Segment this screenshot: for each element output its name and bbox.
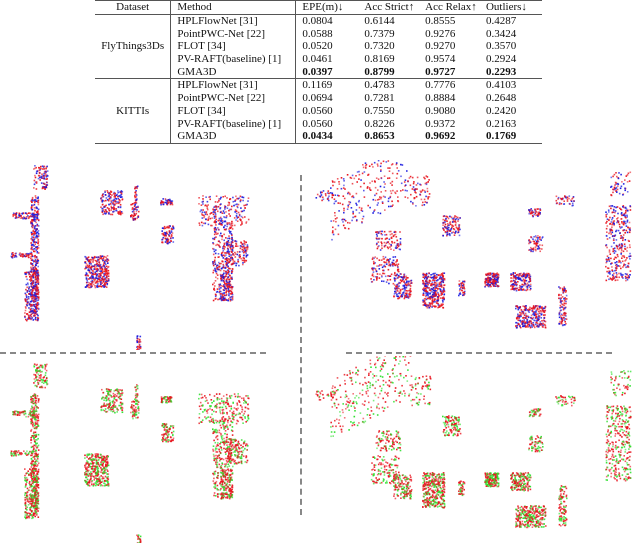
- epe-cell: 0.0520: [296, 40, 358, 53]
- group-kitti: [95, 79, 542, 143]
- acc-strict-cell: 0.7320: [364, 40, 395, 53]
- point-cloud-figure: [0, 160, 640, 543]
- outliers-cell: 0.3570: [485, 40, 517, 53]
- dataset-label: FlyThings3Ds: [101, 40, 165, 53]
- point-cloud-left-top: [0, 160, 295, 350]
- method-cell: PointPWC-Net [22]: [171, 92, 296, 105]
- method-cell: HPLFlowNet [31]: [171, 15, 296, 28]
- outliers-cell: 0.2420: [485, 104, 517, 117]
- acc-relax-cell: 0.9574: [425, 53, 456, 66]
- method-cell: PointPWC-Net [22]: [171, 28, 296, 41]
- epe-cell: 0.1169: [296, 79, 358, 92]
- header-outliers: Outliers↓: [485, 1, 527, 14]
- acc-relax-cell: 0.9372: [425, 117, 456, 130]
- point-cloud-canvas: [310, 356, 640, 543]
- results-table: [95, 0, 542, 144]
- epe-cell: 0.0694: [296, 92, 358, 105]
- epe-cell: 0.0397: [296, 66, 358, 79]
- method-cell: GMA3D: [171, 130, 296, 143]
- point-cloud-canvas: [0, 356, 295, 543]
- table-row: [95, 15, 542, 28]
- acc-relax-cell: 0.9270: [425, 40, 456, 53]
- point-cloud-right-top: [310, 160, 640, 350]
- epe-cell: 0.0588: [296, 28, 358, 41]
- acc-strict-cell: 0.8653: [364, 130, 395, 143]
- method-cell: FLOT [34]: [171, 105, 296, 118]
- acc-strict-cell: 0.7550: [364, 104, 395, 117]
- acc-strict-cell: 0.8799: [364, 65, 395, 78]
- group-flythings3d: [95, 15, 542, 79]
- header-acc-strict: Acc Strict↑: [364, 1, 415, 14]
- acc-strict-cell: 0.8169: [364, 53, 395, 66]
- header-epe: EPE(m)↓: [296, 1, 358, 15]
- outliers-cell: 0.2924: [485, 53, 517, 66]
- acc-relax-cell: 0.8884: [425, 92, 456, 105]
- outliers-cell: 0.4287: [485, 15, 517, 28]
- method-cell: GMA3D: [171, 66, 296, 79]
- acc-strict-cell: 0.7379: [364, 27, 395, 40]
- header-method: Method: [171, 1, 296, 15]
- outliers-cell: 0.2293: [485, 65, 517, 78]
- horizontal-divider-right: [346, 352, 612, 354]
- acc-strict-cell: 0.6144: [364, 15, 395, 28]
- vertical-divider: [300, 175, 302, 515]
- header-dataset: Dataset: [116, 1, 150, 14]
- outliers-cell: 0.1769: [485, 130, 517, 143]
- epe-cell: 0.0804: [296, 15, 358, 28]
- acc-strict-cell: 0.8226: [364, 117, 395, 130]
- acc-relax-cell: 0.9080: [425, 104, 456, 117]
- outliers-cell: 0.2648: [485, 92, 517, 105]
- method-cell: PV-RAFT(baseline) [1]: [171, 53, 296, 66]
- acc-relax-cell: 0.9692: [425, 130, 456, 143]
- epe-cell: 0.0461: [296, 53, 358, 66]
- method-cell: FLOT [34]: [171, 40, 296, 53]
- acc-relax-cell: 0.8555: [425, 15, 456, 28]
- horizontal-divider-left: [0, 352, 266, 354]
- method-cell: PV-RAFT(baseline) [1]: [171, 118, 296, 131]
- outliers-cell: 0.4103: [485, 79, 517, 92]
- header-acc-relax: Acc Relax↑: [425, 1, 477, 14]
- point-cloud-right-bottom: [310, 356, 640, 543]
- point-cloud-left-bottom: [0, 356, 295, 543]
- epe-cell: 0.0434: [296, 130, 358, 143]
- outliers-cell: 0.3424: [485, 27, 517, 40]
- results-table-container: [95, 0, 542, 144]
- table-header-row: [95, 1, 542, 15]
- acc-relax-cell: 0.9276: [425, 27, 456, 40]
- point-cloud-canvas: [0, 160, 295, 350]
- acc-strict-cell: 0.4783: [364, 79, 395, 92]
- epe-cell: 0.0560: [296, 105, 358, 118]
- method-cell: HPLFlowNet [31]: [171, 79, 296, 92]
- point-cloud-canvas: [310, 160, 640, 350]
- dataset-label: KITTIs: [116, 104, 150, 117]
- outliers-cell: 0.2163: [485, 117, 517, 130]
- acc-strict-cell: 0.7281: [364, 92, 395, 105]
- acc-relax-cell: 0.9727: [425, 65, 456, 78]
- table-row: [95, 79, 542, 92]
- epe-cell: 0.0560: [296, 118, 358, 131]
- acc-relax-cell: 0.7776: [425, 79, 456, 92]
